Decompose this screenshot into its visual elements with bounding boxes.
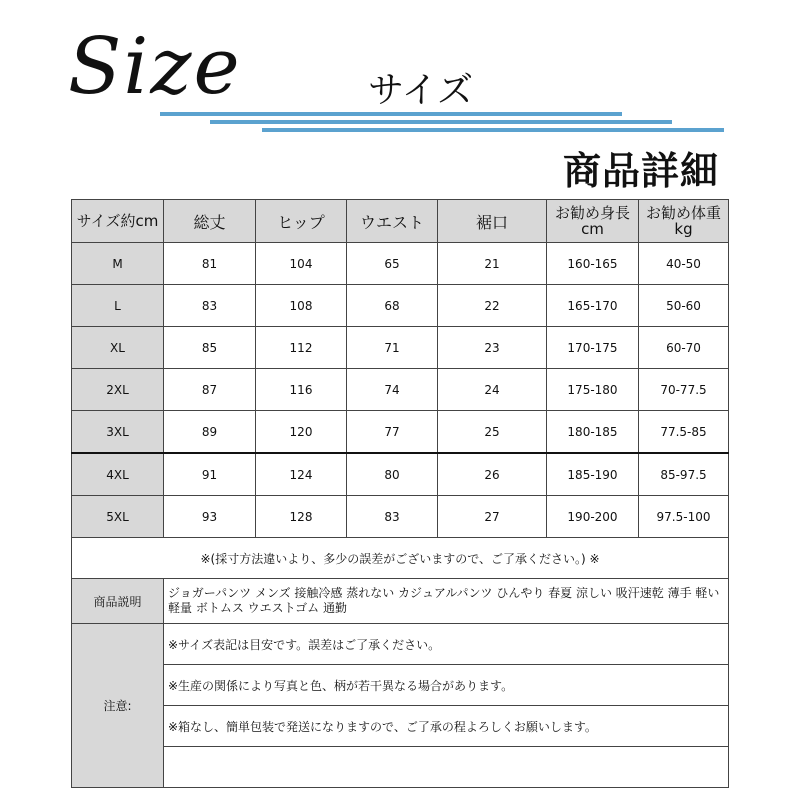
- value-cell: 112: [256, 327, 347, 369]
- header-hem: 裾口: [438, 200, 547, 243]
- size-cell: 2XL: [72, 369, 164, 411]
- value-cell: 65: [347, 243, 438, 285]
- value-cell: 85-97.5: [639, 453, 729, 496]
- value-cell: 89: [164, 411, 256, 454]
- product-details-heading: 商品詳細: [563, 149, 720, 193]
- size-cell: XL: [72, 327, 164, 369]
- header-height: お勧め身長cm: [547, 200, 639, 243]
- value-cell: 22: [438, 285, 547, 327]
- value-cell: 160-165: [547, 243, 639, 285]
- attention-item: ※サイズ表記は目安です。誤差はご了承ください。: [164, 624, 729, 665]
- table-row: [72, 411, 729, 454]
- attention-row: [72, 624, 729, 665]
- header-hip: ヒップ: [256, 200, 347, 243]
- value-cell: 23: [438, 327, 547, 369]
- value-cell: 25: [438, 411, 547, 454]
- measurement-note: ※(採寸方法違いより、多少の誤差がございますので、ご了承ください。) ※: [72, 538, 729, 579]
- value-cell: 40-50: [639, 243, 729, 285]
- size-cell: 4XL: [72, 453, 164, 496]
- accent-line-3: [262, 128, 724, 132]
- header-total-length: 総丈: [164, 200, 256, 243]
- value-cell: 83: [164, 285, 256, 327]
- value-cell: 116: [256, 369, 347, 411]
- value-cell: 26: [438, 453, 547, 496]
- value-cell: 87: [164, 369, 256, 411]
- value-cell: 190-200: [547, 496, 639, 538]
- value-cell: 21: [438, 243, 547, 285]
- value-cell: 175-180: [547, 369, 639, 411]
- table-row: [72, 453, 729, 496]
- value-cell: 77: [347, 411, 438, 454]
- value-cell: 50-60: [639, 285, 729, 327]
- size-cell: L: [72, 285, 164, 327]
- value-cell: 68: [347, 285, 438, 327]
- value-cell: 85: [164, 327, 256, 369]
- value-cell: 83: [347, 496, 438, 538]
- attention-row: [72, 665, 729, 706]
- size-cell: M: [72, 243, 164, 285]
- value-cell: 97.5-100: [639, 496, 729, 538]
- table-row: [72, 243, 729, 285]
- value-cell: 128: [256, 496, 347, 538]
- description-text: ジョガーパンツ メンズ 接触冷感 蒸れない カジュアルパンツ ひんやり 春夏 涼しい 吸汗速乾 薄手 軽い 軽量 ボトムス ウエストゴム 通勤: [164, 579, 729, 624]
- value-cell: 93: [164, 496, 256, 538]
- attention-row: [72, 747, 729, 788]
- value-cell: 74: [347, 369, 438, 411]
- table-row: [72, 496, 729, 538]
- value-cell: 120: [256, 411, 347, 454]
- value-cell: 170-175: [547, 327, 639, 369]
- value-cell: 104: [256, 243, 347, 285]
- size-cell: 5XL: [72, 496, 164, 538]
- measurement-note-row: [72, 538, 729, 579]
- size-logo: Size: [68, 22, 242, 112]
- attention-item-empty: [164, 747, 729, 788]
- accent-line-1: [160, 112, 622, 116]
- header-size: サイズ約cm: [72, 200, 164, 243]
- header-waist: ウエスト: [347, 200, 438, 243]
- table-header-row: [72, 200, 729, 243]
- attention-row: [72, 706, 729, 747]
- size-cell: 3XL: [72, 411, 164, 454]
- header-weight: お勧め体重kg: [639, 200, 729, 243]
- value-cell: 81: [164, 243, 256, 285]
- description-label: 商品説明: [72, 579, 164, 624]
- value-cell: 27: [438, 496, 547, 538]
- attention-item: ※箱なし、簡単包装で発送になりますので、ご了承の程よろしくお願いします。: [164, 706, 729, 747]
- value-cell: 108: [256, 285, 347, 327]
- value-cell: 80: [347, 453, 438, 496]
- size-table: [71, 199, 729, 788]
- value-cell: 77.5-85: [639, 411, 729, 454]
- value-cell: 71: [347, 327, 438, 369]
- attention-item: ※生産の関係により写真と色、柄が若干異なる場合があります。: [164, 665, 729, 706]
- value-cell: 91: [164, 453, 256, 496]
- value-cell: 185-190: [547, 453, 639, 496]
- table-row: [72, 285, 729, 327]
- value-cell: 70-77.5: [639, 369, 729, 411]
- value-cell: 24: [438, 369, 547, 411]
- accent-line-2: [210, 120, 672, 124]
- description-row: [72, 579, 729, 624]
- value-cell: 165-170: [547, 285, 639, 327]
- subtitle: サイズ: [368, 70, 474, 111]
- value-cell: 180-185: [547, 411, 639, 454]
- attention-label: 注意:: [72, 624, 164, 788]
- table-row: [72, 327, 729, 369]
- value-cell: 124: [256, 453, 347, 496]
- value-cell: 60-70: [639, 327, 729, 369]
- table-row: [72, 369, 729, 411]
